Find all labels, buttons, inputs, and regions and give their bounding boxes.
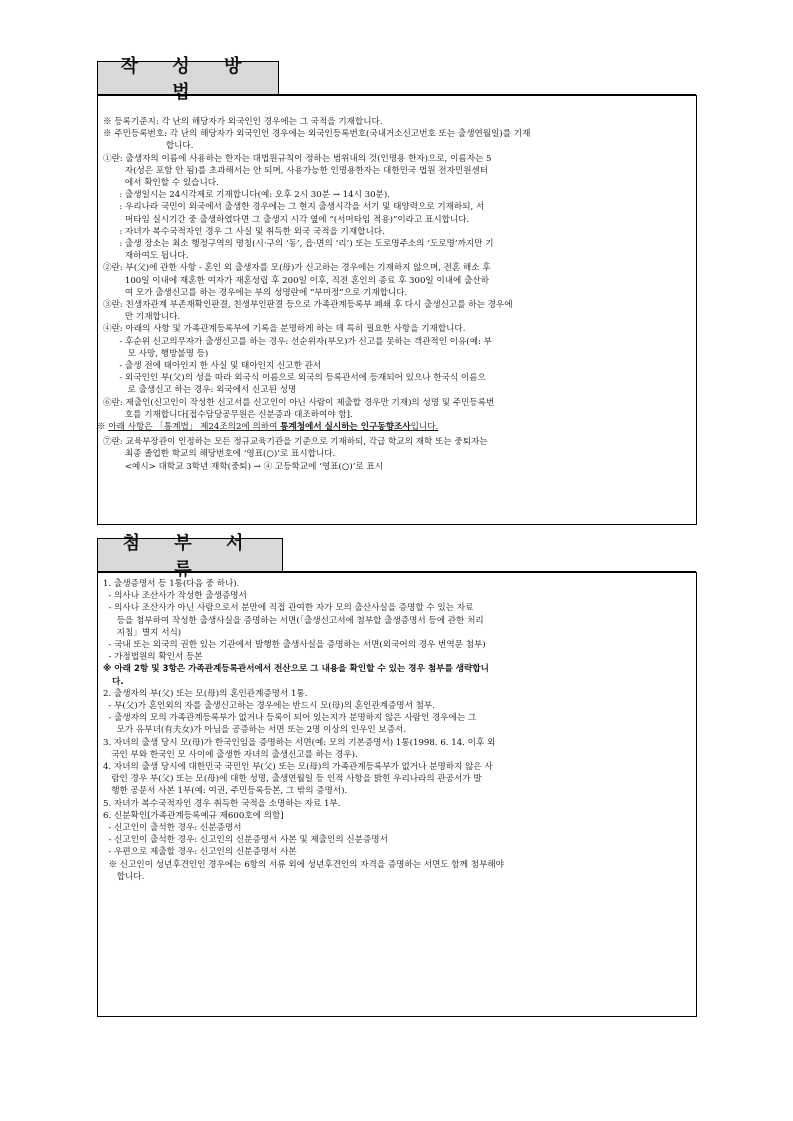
text-line: - 의사나 조산사가 아닌 사람으로서 분만에 직접 관여한 자가 모의 출산사실을 증명할 수 있는 자료 bbox=[103, 603, 474, 614]
text-line: 행한 공문서 사본 1부(예: 여권, 주민등록등본, 그 밖의 증명서). bbox=[103, 786, 348, 797]
notice-segment: ※ bbox=[97, 422, 109, 432]
text-line: 3. 자녀의 출생 당시 모(母)가 한국인임을 증명하는 서면(예: 모의 기본증명서) 1통(1998. 6. 14. 이후 외 bbox=[103, 737, 496, 748]
text-line: - 우편으로 제출할 경우: 신고인의 신분증명서 사본 bbox=[103, 847, 297, 858]
text-line: 2. 출생자의 부(父) 또는 모(母)의 혼인관계증명서 1통. bbox=[103, 688, 308, 699]
text-line: - 외국인인 부(父)의 성을 따라 외국식 이름으로 외국의 등록관서에 등재되어 있으나 한국식 이름으 bbox=[103, 373, 486, 384]
text-line: 만 기재합니다. bbox=[103, 312, 181, 323]
text-line: 여 모가 출생신고를 하는 경우에는 부의 성명란에 “부미정”으로 기재합니다. bbox=[103, 287, 408, 298]
text-line: 재하여도 됩니다. bbox=[103, 251, 189, 262]
text-line: ※ 등록기준지: 각 난의 해당자가 외국인인 경우에는 그 국적을 기재합니다. bbox=[103, 117, 383, 127]
text-line: : 출생일시는 24시각제로 기재합니다(예: 오후 2시 30분 → 14시 30분). bbox=[103, 190, 390, 201]
text-line: 람인 경우 부(父) 또는 모(母)에 대한 성명, 출생연월일 등 인적 사항을 밝힌 우리나라의 관공서가 발 bbox=[103, 774, 482, 785]
text-line: ※ 주민등록번호: 각 난의 해당자가 외국인인 경우에는 외국인등록번호(국내거소신고번호 또는 출생연월일)를 기재 bbox=[103, 129, 531, 140]
text-line: <예시> 대학교 3학년 재학(중퇴) → ④ 고등학교에 ‘영표(○)’로 표시 bbox=[103, 461, 384, 472]
text-line: - 부(父)가 혼인외의 자를 출생신고하는 경우에는 반드시 모(母)의 혼인관계증명서 첨부. bbox=[103, 701, 435, 711]
text-line: ①란: 출생자의 이름에 사용하는 한자는 대법원규칙이 정하는 범위내의 것(인명용 한자)으로, 이름자는 5 bbox=[103, 153, 492, 164]
text-line: - 의사나 조산사가 작성한 출생증명서 bbox=[103, 591, 247, 602]
text-line: : 자녀가 복수국적자인 경우 그 사실 및 취득한 외국 국적을 기재합니다. bbox=[103, 226, 385, 237]
text-line: 100일 이내에 재혼한 여자가 재혼성립 후 200일 이후, 직전 혼인의 종료 후 300일 이내에 출산하 bbox=[103, 275, 489, 286]
text-line: 최종 졸업한 학교의 해당번호에 ‘영표(○)’로 표시합니다. bbox=[103, 449, 336, 460]
notice-segment: 입니다. bbox=[410, 422, 439, 432]
text-line: - 출생자의 모의 가족관계등록부가 없거나 등록이 되어 있는지가 분명하지 않은 사람인 경우에는 그 bbox=[103, 713, 477, 724]
text-line: - 가정법원의 확인서 등본 bbox=[103, 652, 203, 663]
text-line: - 신고인이 출석한 경우: 신고인의 신분증명서 사본 및 제출인의 신분증명서 bbox=[103, 835, 388, 846]
text-line: 에서 확인할 수 있습니다. bbox=[103, 178, 219, 188]
notice-segment: 아래 사항은 「통계법」 제24조의2에 의하여 bbox=[108, 422, 281, 432]
text-line: 1. 출생증명서 등 1통(다음 중 하나). bbox=[103, 579, 240, 589]
text-line: 모가 유부녀(有夫女)가 아님을 공증하는 서면 또는 2명 이상의 인우인 보증서. bbox=[103, 725, 407, 736]
text-line: : 우리나라 국민이 외국에서 출생한 경우에는 그 현지 출생시각을 서기 및 태양력으로 기재하되, 서 bbox=[103, 202, 485, 213]
text-line: 합니다. bbox=[103, 141, 194, 152]
text-line: : 출생 장소는 최소 행정구역의 명칭(시·구의 ‘동’, 읍·면의 ‘리’) 또는 도로명주소의 ‘도로명’까지만 기 bbox=[103, 239, 494, 249]
text-line: ③란: 친생자관계 부존재확인판결, 친생부인판결 등으로 가족관계등록부 폐쇄 후 다시 출생신고를 하는 경우에 bbox=[103, 300, 513, 310]
section-title-writing-method bbox=[97, 56, 279, 103]
text-line: 5. 자녀가 복수국적자인 경우 취득한 국적을 소명하는 자료 1부. bbox=[103, 798, 341, 809]
text-line: 합니다. bbox=[103, 871, 145, 882]
text-line: 다. bbox=[103, 676, 124, 687]
section-title-attachments bbox=[97, 533, 283, 580]
text-line: 모 사망, 행방불명 등) bbox=[103, 348, 209, 359]
text-line: 지침」별지 서식) bbox=[103, 627, 182, 638]
text-line: 4. 자녀의 출생 당시에 대한민국 국민인 부(父) 또는 모(母)의 가족관계등록부가 없거나 분명하지 않은 사 bbox=[103, 762, 493, 772]
text-line: ⑥란: 제출인(신고인이 작성한 신고서를 신고인이 아닌 사람이 제출할 경우만 기재)의 성명 및 주민등록번 bbox=[103, 397, 495, 408]
text-line: - 국내 또는 외국의 권한 있는 기관에서 발행한 출생사실을 증명하는 서면(외국어의 경우 번역문 첨부) bbox=[103, 640, 486, 650]
text-line: 6. 신분확인[가족관계등록예규 제600호에 의함] bbox=[103, 810, 284, 821]
text-line: 머타임 실시기간 중 출생하였다면 그 출생지 시각 옆에 “(서머타임 적용)”이라고 표시합니다. bbox=[103, 214, 470, 225]
text-line: ②란: 부(父)에 관한 사항 - 혼인 외 출생자를 모(母)가 신고하는 경우에는 기재하지 않으며, 전혼 해소 후 bbox=[103, 263, 491, 274]
section-title-text: 작 성 방 법 bbox=[120, 56, 256, 103]
text-line: 등을 첨부하여 작성한 출생사실을 증명하는 서면(「출생신고서에 첨부할 출생증명서 등에 관한 처리 bbox=[103, 615, 484, 626]
text-line: ④란: 아래의 사항 및 가족관계등록부에 기록을 분명하게 하는 데 특히 필요한 사항을 기재합니다. bbox=[103, 324, 466, 335]
notice-segment: 통계청에서 실시하는 인구동향조사 bbox=[280, 422, 411, 432]
text-line: ※ 신고인이 성년후견인인 경우에는 6항의 서류 외에 성년후견인의 자격을 증명하는 서면도 함께 첨부해야 bbox=[103, 859, 504, 870]
text-line: ※ 아래 2항 및 3항은 가족관계등록관서에서 전산으로 그 내용을 확인할 수 있는 경우 첨부를 생략합니 bbox=[103, 664, 489, 675]
text-line: 호를 기재합니다[접수담당공무원은 신분증과 대조하여야 함]. bbox=[103, 409, 353, 420]
text-line: - 출생 전에 태아인지 한 사실 및 태아인지 신고한 관서 bbox=[103, 361, 322, 371]
text-line: 국인 부와 한국인 모 사이에 출생한 자녀의 출생신고를 하는 경우). bbox=[103, 749, 358, 760]
text-line: - 후순위 신고의무자가 출생신고를 하는 경우: 선순위자(부모)가 신고를 못하는 객관적인 이유(예: 부 bbox=[103, 336, 492, 347]
statistics-notice bbox=[97, 421, 438, 433]
section-title-text: 첨 부 서 류 bbox=[122, 533, 258, 580]
text-line: ⑦란: 교육부장관이 인정하는 모든 정규교육기관을 기준으로 기재하되, 각급 학교의 재학 또는 중퇴자는 bbox=[103, 437, 488, 448]
text-line: 로 출생신고 하는 경우: 외국에서 신고된 성명 bbox=[103, 385, 297, 396]
text-line: - 신고인이 출석한 경우: 신분증명서 bbox=[103, 823, 242, 833]
text-line: 자(성은 포함 안 됨)를 초과해서는 안 되며, 사용가능한 인명용한자는 대한민국 법원 전자민원센터 bbox=[103, 165, 489, 176]
